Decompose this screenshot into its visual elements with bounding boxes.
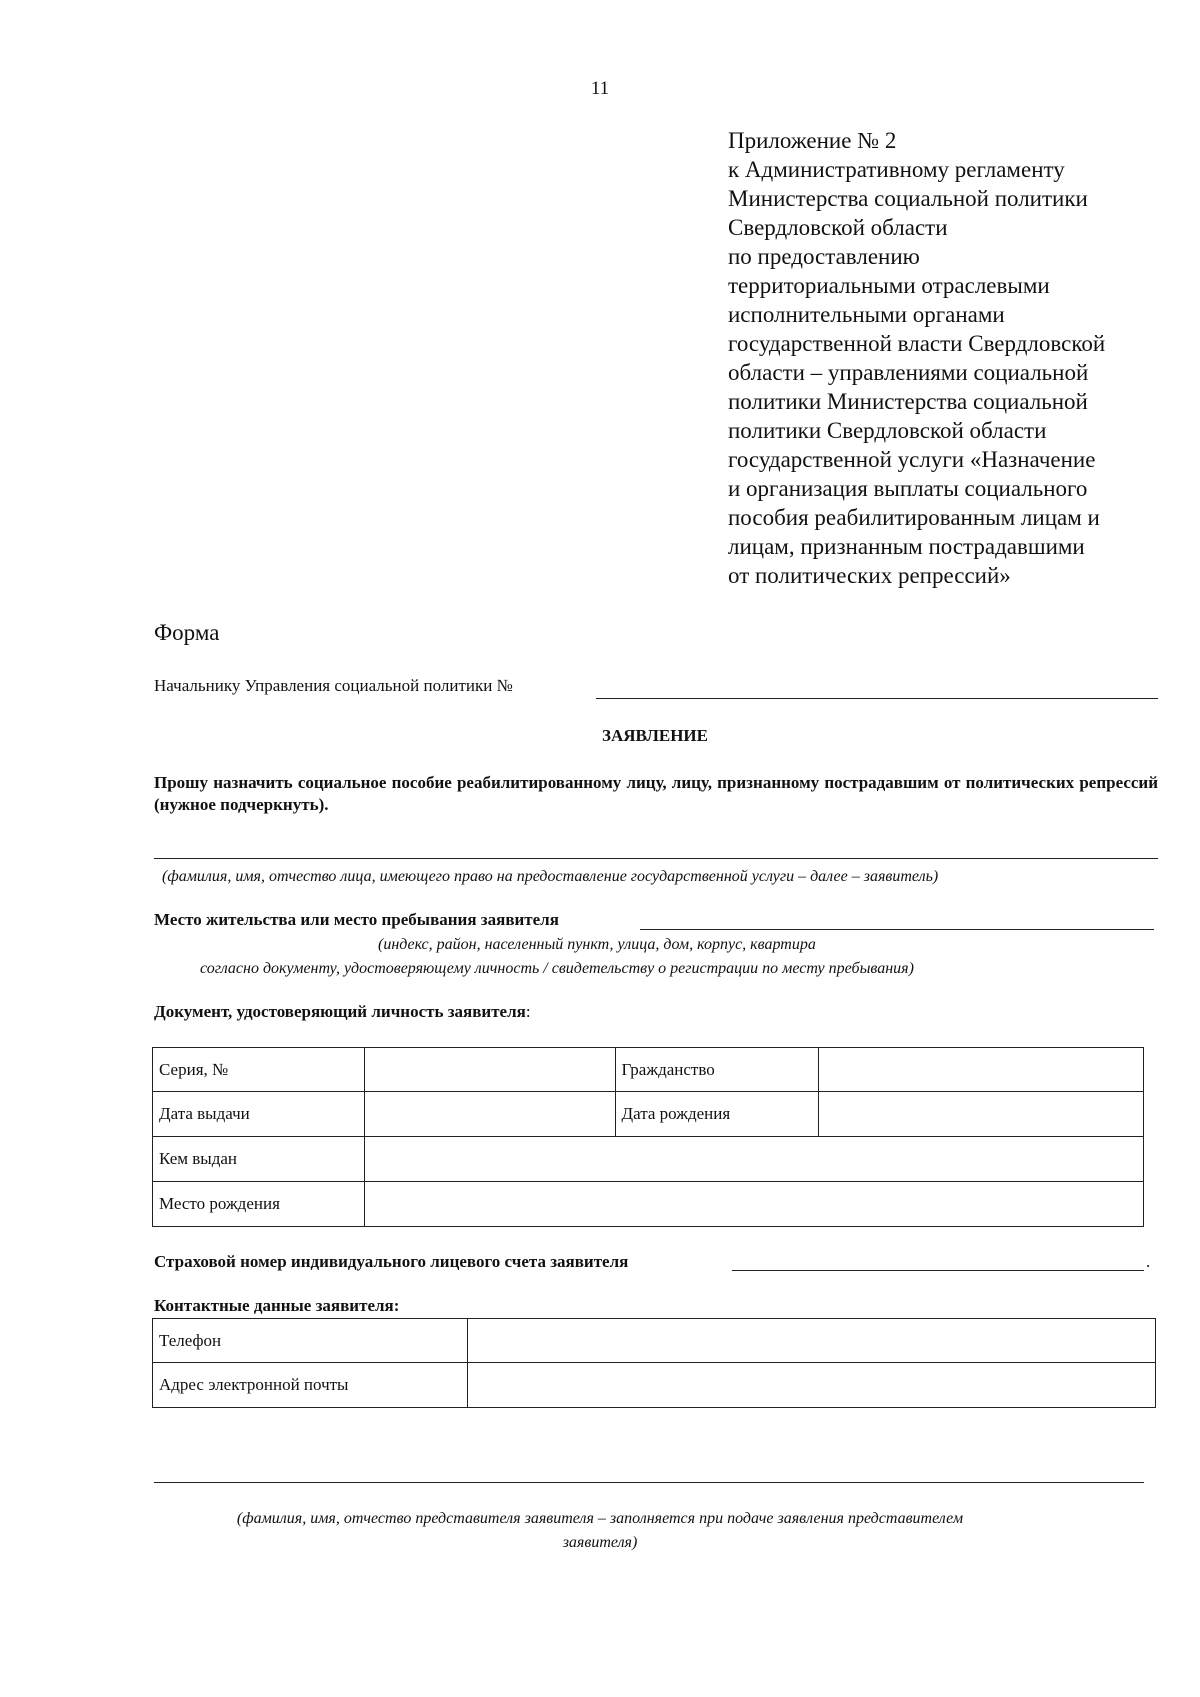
addressee-field[interactable] [596, 698, 1158, 699]
document-title: ЗАЯВЛЕНИЕ [601, 726, 708, 745]
appendix-line: к Административному регламенту [728, 157, 1065, 182]
email-field[interactable] [467, 1363, 1155, 1408]
appendix-header [728, 126, 1168, 590]
contacts-table [152, 1318, 1156, 1408]
issue-date-field[interactable] [364, 1092, 615, 1137]
appendix-line: области – управлениями социальной [728, 360, 1089, 385]
birth-date-field[interactable] [819, 1092, 1144, 1137]
representative-caption-1: (фамилия, имя, отчество представителя заявителя – заполняется при подаче заявления представителем [236, 1510, 964, 1527]
series-number-label: Серия, № [153, 1048, 365, 1092]
citizenship-label: Гражданство [615, 1048, 819, 1092]
addressee-label: Начальнику Управления социальной политики № [154, 676, 513, 695]
applicant-name-caption: (фамилия, имя, отчество лица, имеющего право на предоставление государственной услуги – далее – заявитель) [162, 868, 939, 885]
identity-document-table [152, 1047, 1144, 1227]
appendix-line: по предоставлению [728, 244, 920, 269]
appendix-line: Приложение № 2 [728, 128, 897, 153]
appendix-line: от политических репрессий» [728, 563, 1011, 588]
appendix-line: пособия реабилитированным лицам и [728, 505, 1100, 530]
identity-document-heading [154, 1002, 531, 1022]
appendix-line: государственной власти Свердловской [728, 331, 1106, 356]
applicant-name-field[interactable] [154, 858, 1158, 859]
identity-document-heading-colon: : [525, 1002, 531, 1021]
issued-by-label: Кем выдан [153, 1137, 365, 1182]
birth-place-label: Место рождения [153, 1182, 365, 1227]
residence-label: Место жительства или место пребывания заявителя [154, 910, 559, 929]
appendix-line: лицам, признанным пострадавшими [728, 534, 1085, 559]
phone-label: Телефон [153, 1319, 468, 1363]
representative-name-field[interactable] [154, 1482, 1144, 1483]
series-number-field[interactable] [364, 1048, 615, 1092]
representative-caption-2: заявителя) [562, 1534, 638, 1551]
appendix-line: территориальными отраслевыми [728, 273, 1050, 298]
residence-caption-1: (индекс, район, населенный пункт, улица, дом, корпус, квартира [378, 936, 816, 953]
form-label: Форма [154, 620, 220, 645]
email-label: Адрес электронной почты [153, 1363, 468, 1408]
appendix-line: Министерства социальной политики [728, 186, 1088, 211]
appendix-line: Свердловской области [728, 215, 948, 240]
appendix-line: исполнительными органами [728, 302, 1005, 327]
insurance-number-end: . [1146, 1252, 1151, 1271]
identity-document-heading-text: Документ, удостоверяющий личность заявителя [154, 1002, 526, 1021]
appendix-line: политики Министерства социальной [728, 389, 1088, 414]
birth-date-label: Дата рождения [615, 1092, 819, 1137]
insurance-number-label: Страховой номер индивидуального лицевого счета заявителя [154, 1252, 629, 1271]
appendix-line: и организация выплаты социального [728, 476, 1088, 501]
insurance-number-field[interactable] [732, 1270, 1144, 1271]
phone-field[interactable] [467, 1319, 1155, 1363]
residence-caption-2: согласно документу, удостоверяющему личность / свидетельству о регистрации по месту пребывания) [200, 960, 914, 977]
issue-date-label: Дата выдачи [153, 1092, 365, 1137]
request-text: Прошу назначить социальное пособие реабилитированному лицу, лицу, признанному пострадавшим от политических репрессий (нужное подчеркнуть). [154, 773, 1158, 814]
contacts-heading: Контактные данные заявителя: [154, 1296, 400, 1315]
appendix-line: государственной услуги «Назначение [728, 447, 1096, 472]
birth-place-field[interactable] [364, 1182, 1143, 1227]
citizenship-field[interactable] [819, 1048, 1144, 1092]
residence-field[interactable] [640, 929, 1154, 930]
appendix-line: политики Свердловской области [728, 418, 1047, 443]
issued-by-field[interactable] [364, 1137, 1143, 1182]
page-number: 11 [590, 78, 610, 99]
